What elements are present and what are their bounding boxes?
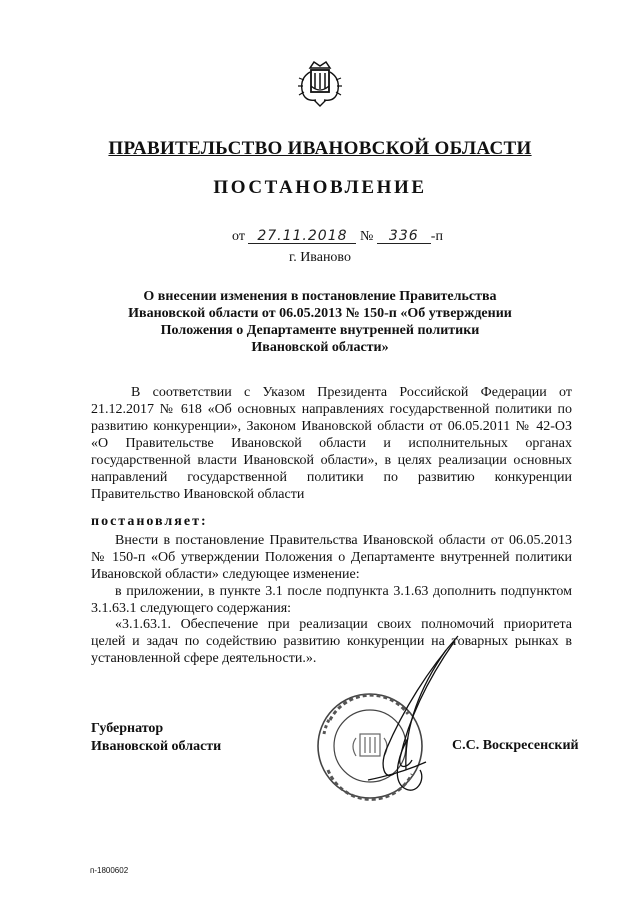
document-type: ПОСТАНОВЛЕНИЕ (213, 177, 427, 198)
number-value: 336 (377, 229, 431, 244)
document-subject (110, 288, 530, 356)
paragraph-annex: в приложении, в пункте 3.1 после подпункта 3.1.63 дополнить подпунктом 3.1.63.1 следующего содержания: (91, 584, 572, 616)
date-prefix: от (232, 229, 245, 244)
paragraph-new-clause: «3.1.63.1. Обеспечение при реализации своих полномочий приоритета целей и задач по содействию развитию конкуренции на товарных рынках в установленной сфере деятельности.». (91, 617, 572, 666)
government-title: ПРАВИТЕЛЬСТВО ИВАНОВСКОЙ ОБЛАСТИ (108, 138, 532, 159)
stamp-emblem-icon (353, 734, 387, 756)
number-sign: № (359, 229, 374, 244)
position-line: Ивановской области (91, 739, 222, 754)
subject-line: Ивановской области от 06.05.2013 № 150-п «Об утверждении (128, 306, 512, 321)
subject-line: О внесении изменения в постановление Правительства (143, 289, 497, 304)
position-line: Губернатор (91, 721, 164, 736)
number-suffix: -п (430, 229, 443, 244)
subject-line: Положения о Департаменте внутренней политики (160, 323, 480, 338)
official-stamp (308, 630, 468, 830)
footer-code: п-1800602 (90, 866, 129, 875)
date-number-line (232, 229, 443, 245)
subject-line: Ивановской области» (251, 340, 389, 355)
coat-of-arms-icon (296, 60, 344, 110)
signatory-position (91, 720, 221, 756)
resolves-heading: постановляет: (91, 514, 208, 529)
city: г. Иваново (289, 250, 351, 265)
paragraph-amendment: Внести в постановление Правительства Ивановской области от 06.05.2013 № 150-п «Об утверждении Положения о Департаменте внутренней политики Ивановской области» следующее изменение: (91, 533, 572, 582)
signature-icon (368, 636, 458, 790)
date-value: 27.11.2018 (248, 229, 356, 244)
signatory-name: С.С. Воскресенский (452, 738, 579, 753)
paragraph-preamble: В соответствии с Указом Президента Российской Федерации от 21.12.2017 № 618 «Об основных направлениях государственной политики по развитию конкуренции», Законом Ивановской области от 06.05.2011 № 42-ОЗ «О Правительстве Ивановской области и исполнительных органах государственной власти Ивановской области», в целях реализации основных направлений государственной политики по развитию конкуренции Правительство Ивановской области (91, 385, 572, 502)
